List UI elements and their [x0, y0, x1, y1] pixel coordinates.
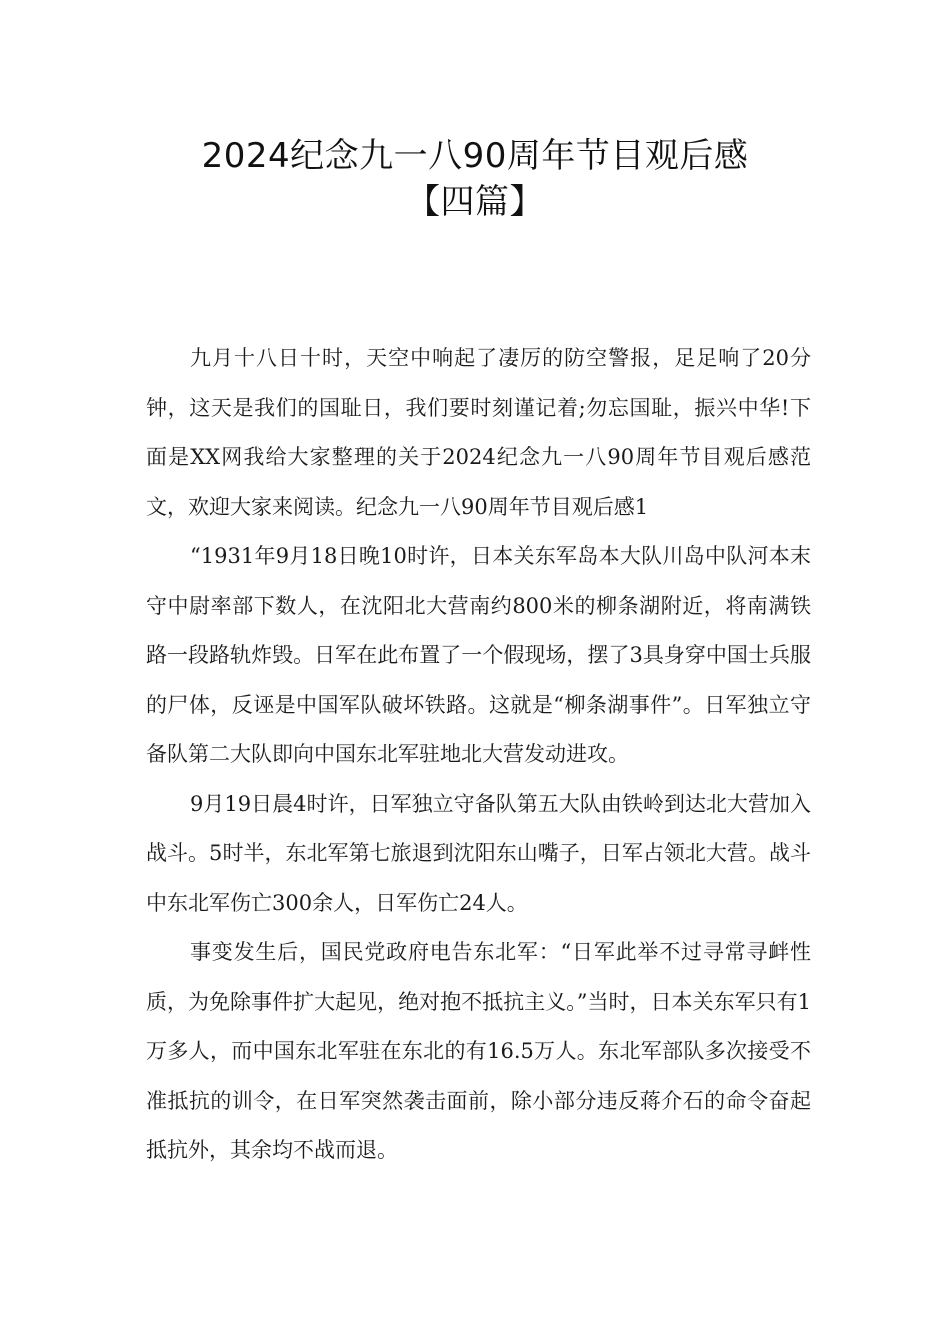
document-title-line1: 2024纪念九一八90周年节目观后感	[201, 136, 749, 176]
paragraph: 事变发生后，国民党政府电告东北军：“日军此举不过寻常寻衅性质，为免除事件扩大起见，绝对抱不抵抗主义。”当时，日本关东军只有1万多人，而中国东北军驻在东北的有16.5万人。东北军部队多次接受不准抵抗的训令，在日军突然袭击面前，除小部分违反蒋介石的命令奋起抵抗外，其余均不战而退。	[146, 940, 811, 1162]
paragraph: 九月十八日十时，天空中响起了凄厉的防空警报，足足响了20分钟，这天是我们的国耻日，我们要时刻谨记着;勿忘国耻，振兴中华!下面是XX网我给大家整理的关于2024纪念九一八90周年节目观后感范文，欢迎大家来阅读。纪念九一八90周年节目观后感1	[146, 346, 811, 519]
paragraph: “1931年9月18日晚10时许，日本关东军岛本大队川岛中队河本末守中尉率部下数人，在沈阳北大营南约800米的柳条湖附近，将南满铁路一段路轨炸毁。日军在此布置了一个假现场，摆了3具身穿中国士兵服的尸体，反诬是中国军队破坏铁路。这就是“柳条湖事件”。日军独立守备队第二大队即向中国东北军驻地北大营发动进攻。	[146, 544, 811, 766]
document-title-line2: 【四篇】	[406, 182, 544, 222]
document-body	[146, 334, 811, 1176]
paragraph: 9月19日晨4时许，日军独立守备队第五大队由铁岭到达北大营加入战斗。5时半，东北军第七旅退到沈阳东山嘴子，日军占领北大营。战斗中东北军伤亡300余人，日军伤亡24人。	[146, 791, 811, 915]
